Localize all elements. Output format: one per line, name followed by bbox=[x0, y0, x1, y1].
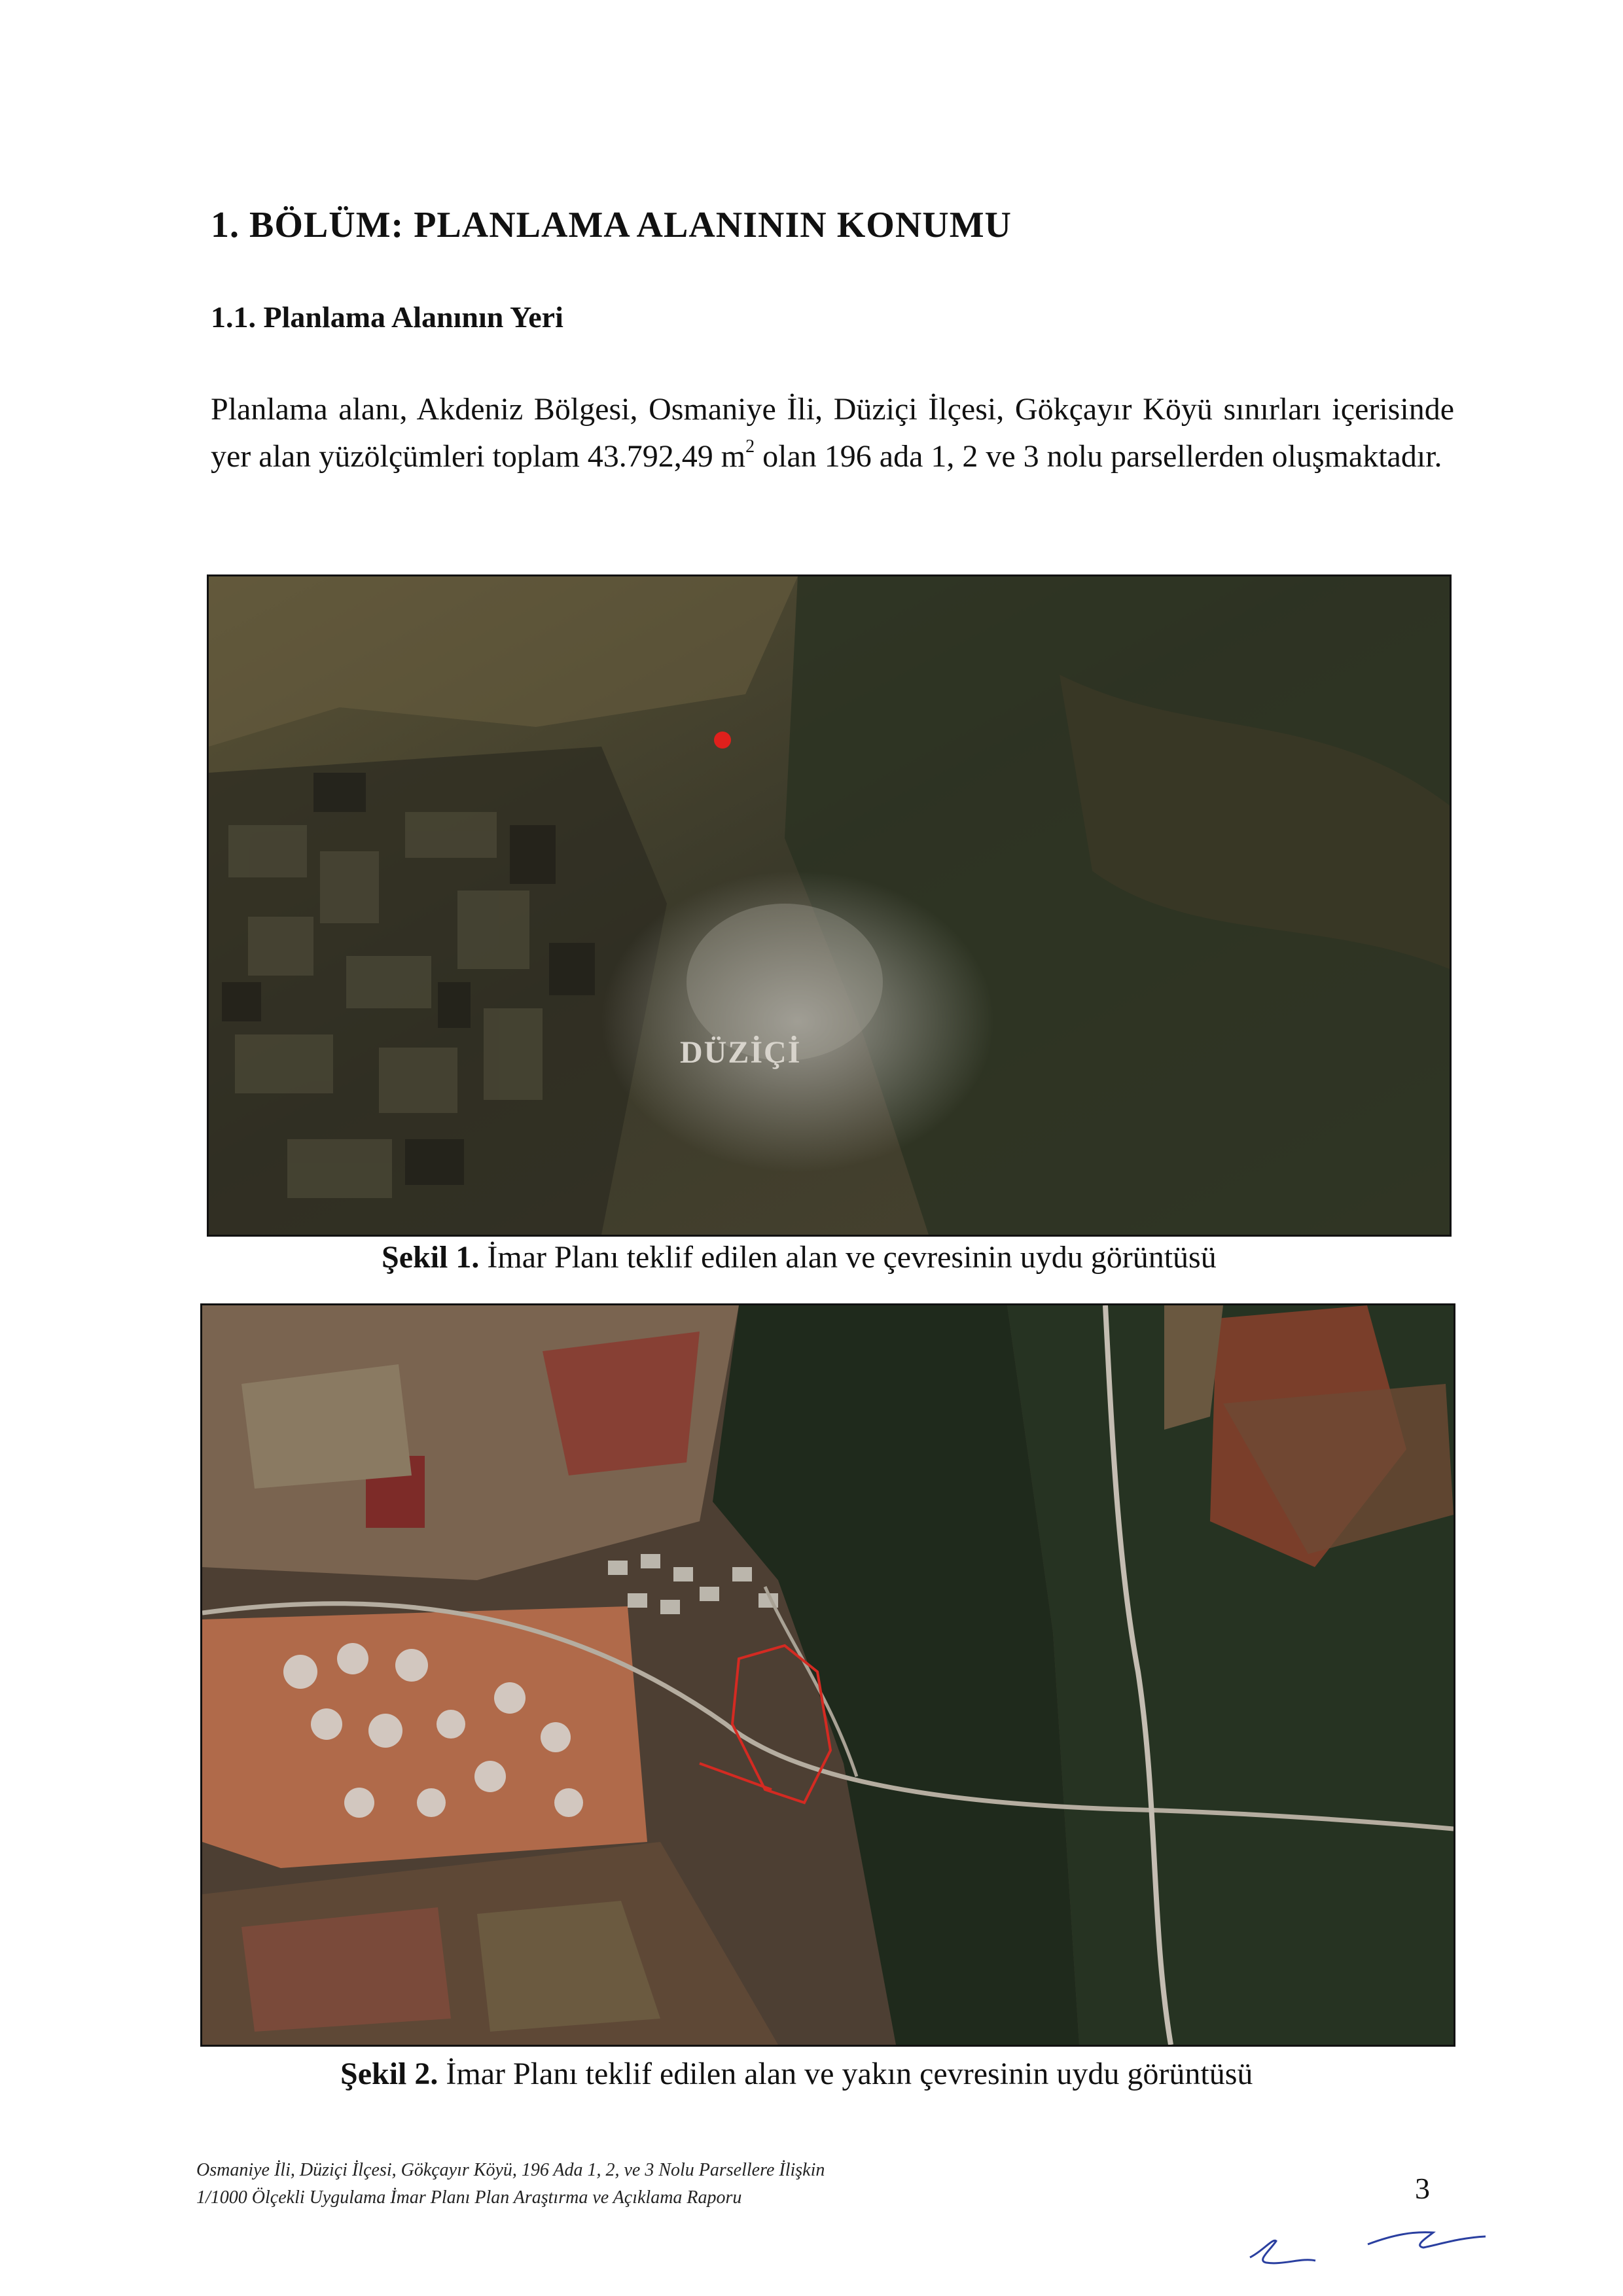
chapter-heading: 1. BÖLÜM: PLANLAMA ALANININ KONUMU bbox=[211, 205, 1012, 245]
map-label-duzici: DÜZİÇİ bbox=[680, 1035, 802, 1070]
satellite-image-closeup bbox=[200, 1303, 1455, 2047]
page-number: 3 bbox=[1415, 2172, 1430, 2205]
figure-2-caption: Şekil 2. İmar Planı teklif edilen alan ve yakın çevresinin uydu görüntüsü bbox=[340, 2057, 1253, 2091]
satellite-image-regional bbox=[207, 574, 1452, 1237]
section-heading: 1.1. Planlama Alanının Yeri bbox=[211, 300, 563, 334]
figure-1-caption: Şekil 1. İmar Planı teklif edilen alan ve çevresinin uydu görüntüsü bbox=[382, 1240, 1217, 1275]
body-paragraph: Planlama alanı, Akdeniz Bölgesi, Osmaniye İli, Düziçi İlçesi, Gökçayır Köyü sınırları içerisinde yer alan yüzölçümleri toplam 43.792,49 $m^2$ olan 196 ada 1, 2 ve 3 nolu parsellerden oluşmaktadır. bbox=[211, 392, 1454, 474]
report-footer bbox=[196, 2157, 825, 2212]
footer-line-1: Osmaniye İli, Düziçi İlçesi, Gökçayır Köyü, 196 Ada 1, 2, ve 3 Nolu Parsellere İlişkin bbox=[196, 2160, 825, 2180]
footer-line-2: 1/1000 Ölçekli Uygulama İmar Planı Plan Araştırma ve Açıklama Raporu bbox=[196, 2187, 742, 2208]
signature-scribble bbox=[1237, 2212, 1525, 2277]
